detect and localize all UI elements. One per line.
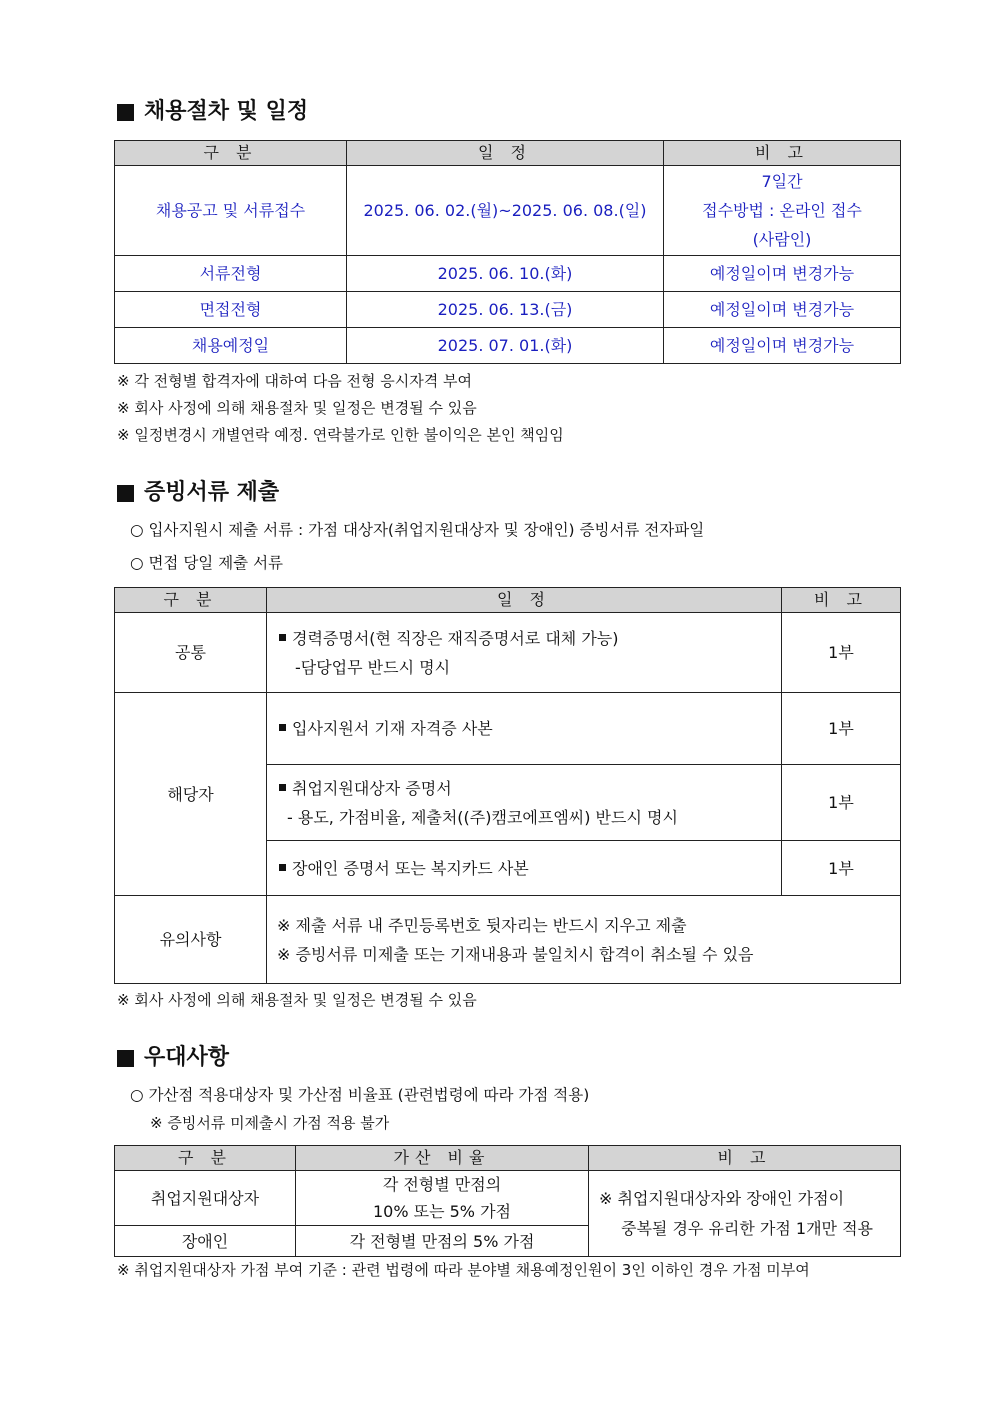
content-line: 취업지원대상자 증명서: [292, 778, 452, 798]
table-row: [115, 292, 901, 328]
documents-footnote: [117, 987, 477, 1014]
note-line: ※ 회사 사정에 의해 채용절차 및 일정은 변경될 수 있음: [117, 399, 477, 417]
content-line: 입사지원서 기재 자격증 사본: [292, 719, 493, 738]
row-label: 취업지원대상자: [115, 1171, 296, 1226]
content-line: 장애인 증명서 또는 복지카드 사본: [292, 858, 529, 878]
documents-table: [114, 587, 901, 984]
list-item: ○ 입사지원시 제출 서류 : 가점 대상자(취업지원대상자 및 장애인) 증빙서류 전자파일: [130, 521, 705, 539]
row-date: 2025. 06. 13.(금): [347, 292, 664, 328]
square-bullet-icon: [279, 784, 286, 791]
content-line: ※ 증빙서류 미제출 또는 기재내용과 불일치시 합격이 취소될 수 있음: [277, 944, 754, 964]
remark-line: ※ 취업지원대상자와 장애인 가점이: [599, 1188, 845, 1208]
row-count: 1부: [782, 765, 901, 841]
table-row: [115, 1171, 901, 1226]
row-label: 서류전형: [115, 256, 347, 292]
header-remarks: 비 고: [589, 1146, 901, 1171]
row-label: 면접전형: [115, 292, 347, 328]
header-remarks: 비 고: [782, 588, 901, 613]
table-row: [115, 256, 901, 292]
content-line: -담당업무 반드시 명시: [295, 657, 451, 677]
square-bullet-icon: [117, 1050, 134, 1067]
row-rate: [296, 1171, 589, 1226]
header-schedule: 일 정: [267, 588, 782, 613]
content-line: - 용도, 가점비율, 제출처((주)캠코에프엠씨) 반드시 명시: [287, 807, 678, 827]
row-label: 채용공고 및 서류접수: [115, 166, 347, 256]
table-row: [115, 693, 901, 765]
section-title-schedule: [117, 97, 308, 127]
note-line: ※ 취업지원대상자 가점 부여 기준 : 관련 법령에 따라 분야별 채용예정인원이 3인 이하인 경우 가점 미부여: [117, 1261, 810, 1279]
row-label: 채용예정일: [115, 328, 347, 364]
section-title-documents: [117, 478, 279, 508]
section-title-text: 우대사항: [144, 1045, 230, 1070]
list-item: ○ 가산점 적용대상자 및 가산점 비율표 (관련법령에 따라 가점 적용): [130, 1086, 590, 1104]
caution-content: [267, 896, 901, 984]
note-line: ※ 일정변경시 개별연락 예정. 연락불가로 인한 불이익은 본인 책임임: [117, 426, 564, 444]
row-note: 예정일이며 변경가능: [664, 328, 901, 364]
square-bullet-icon: [279, 724, 286, 731]
square-bullet-icon: [279, 864, 286, 871]
remark-line: 중복될 경우 유리한 가점 1개만 적용: [621, 1218, 873, 1238]
header-category: 구 분: [115, 588, 267, 613]
list-item: ○ 면접 당일 제출 서류: [130, 554, 284, 572]
note-line: 접수방법 : 온라인 접수: [702, 201, 862, 220]
square-bullet-icon: [117, 485, 134, 502]
section-title-text: 채용절차 및 일정: [144, 99, 309, 124]
note-line: ※ 회사 사정에 의해 채용절차 및 일정은 변경될 수 있음: [117, 991, 477, 1009]
row-date: 2025. 06. 10.(화): [347, 256, 664, 292]
row-content: [267, 693, 782, 765]
content-line: 경력증명서(현 직장은 재직증명서로 대체 가능): [292, 628, 619, 648]
header-category: 구 분: [115, 1146, 296, 1171]
row-content: [267, 613, 782, 693]
table-row: [115, 613, 901, 693]
schedule-notes: [117, 368, 564, 449]
note-line: (사람인): [752, 230, 812, 249]
preferences-table: [114, 1145, 901, 1257]
row-count: 1부: [782, 841, 901, 896]
table-row: [115, 896, 901, 984]
header-schedule: 일 정: [347, 141, 664, 166]
row-count: 1부: [782, 613, 901, 693]
note-line: ※ 각 전형별 합격자에 대하여 다음 전형 응시자격 부여: [117, 372, 473, 390]
schedule-table: [114, 140, 901, 364]
row-rate: 각 전형별 만점의 5% 가점: [296, 1226, 589, 1257]
row-date: 2025. 07. 01.(화): [347, 328, 664, 364]
section-title-preferences: [117, 1043, 229, 1073]
table-row: [115, 166, 901, 256]
row-date: 2025. 06. 02.(월)~2025. 06. 08.(일): [347, 166, 664, 256]
header-remarks: 비 고: [664, 141, 901, 166]
row-remark: [589, 1171, 901, 1257]
content-line: ※ 제출 서류 내 주민등록번호 뒷자리는 반드시 지우고 제출: [277, 915, 687, 935]
header-category: 구 분: [115, 141, 347, 166]
note-line: 7일간: [761, 172, 803, 191]
row-content: [267, 841, 782, 896]
row-note: 예정일이며 변경가능: [664, 292, 901, 328]
square-bullet-icon: [117, 104, 134, 121]
row-label: 공통: [115, 613, 267, 693]
preferences-footnote: [117, 1257, 810, 1284]
row-content: [267, 765, 782, 841]
header-rate: 가산 비율: [296, 1146, 589, 1171]
row-note: 예정일이며 변경가능: [664, 256, 901, 292]
rate-line: 10% 또는 5% 가점: [372, 1202, 512, 1221]
list-item: ※ 증빙서류 미제출시 가점 적용 불가: [150, 1114, 390, 1132]
table-row: [115, 328, 901, 364]
square-bullet-icon: [279, 634, 286, 641]
row-label: 유의사항: [115, 896, 267, 984]
rate-line: 각 전형별 만점의: [382, 1175, 502, 1194]
row-label: 장애인: [115, 1226, 296, 1257]
row-count: 1부: [782, 693, 901, 765]
section-title-text: 증빙서류 제출: [144, 480, 280, 505]
row-label: 해당자: [115, 693, 267, 896]
row-note: [664, 166, 901, 256]
